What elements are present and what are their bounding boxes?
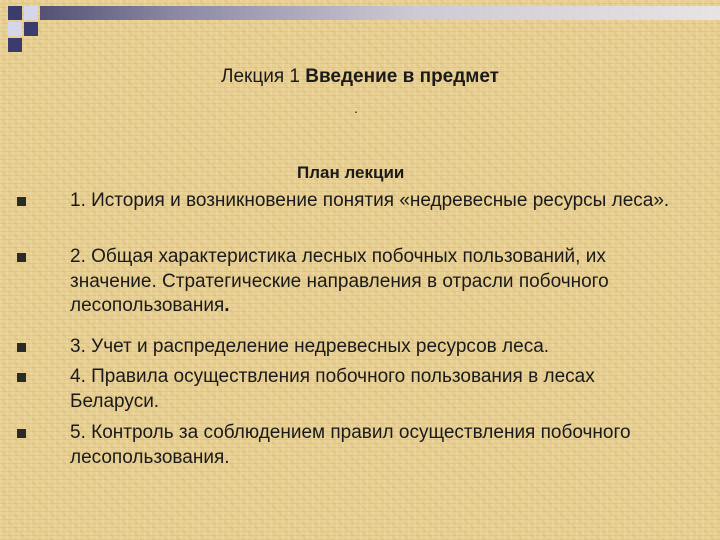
- top-gradient-bar: [40, 6, 720, 20]
- list-item: [70, 335, 680, 360]
- list-item-text: 5. Контроль за соблюдением правил осуществления побочного лесопользования.: [70, 422, 631, 468]
- title-main: Введение в предмет: [305, 66, 499, 87]
- corner-square: [24, 22, 38, 36]
- plan-heading: План лекции: [297, 163, 405, 182]
- corner-square: [24, 6, 38, 20]
- bullet-icon: [17, 197, 26, 206]
- title-prefix: Лекция 1: [221, 66, 306, 87]
- list-item-end-dot: .: [224, 295, 230, 316]
- list-item: [70, 189, 680, 214]
- bullet-icon: [17, 429, 26, 438]
- list-item-text: 3. Учет и распределение недревесных ресурсов леса.: [70, 336, 550, 357]
- bullet-icon: [17, 343, 26, 352]
- corner-square: [8, 6, 22, 20]
- corner-square: [8, 22, 22, 36]
- bullet-icon: [17, 373, 26, 382]
- corner-square: [8, 38, 22, 52]
- list-item: [70, 421, 680, 470]
- list-item-text: 2. Общая характеристика лесных побочных пользований, их значение. Стратегические направления в отрасли побочного лесопользования: [70, 246, 609, 316]
- list-item-text: 1. История и возникновение понятия «недревесные ресурсы леса».: [70, 190, 670, 211]
- list-item: [70, 365, 680, 414]
- list-item: [70, 245, 680, 319]
- list-item-text: 4. Правила осуществления побочного пользования в лесах Беларуси.: [70, 366, 595, 412]
- bullet-icon: [17, 253, 26, 262]
- title-dot: .: [354, 100, 358, 116]
- slide-title: [0, 66, 720, 88]
